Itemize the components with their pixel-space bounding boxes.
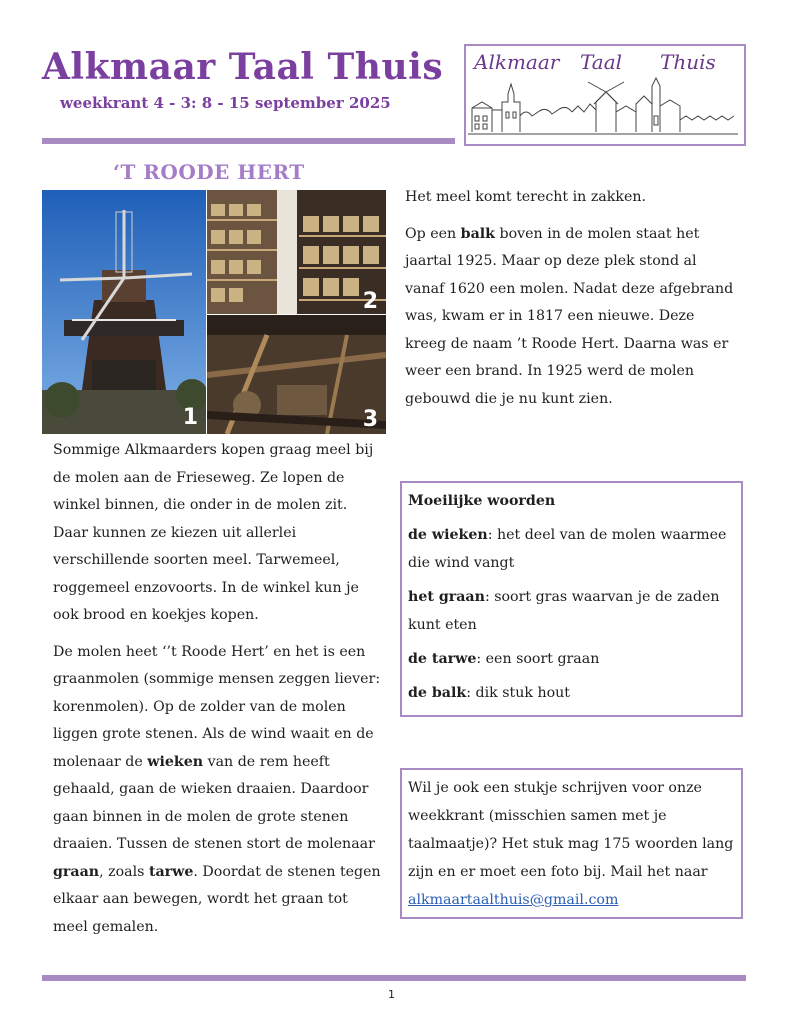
logo-word-2: Taal — [580, 50, 623, 74]
keyword-wieken: wieken — [147, 753, 204, 770]
article-paragraph-3: Het meel komt terecht in zakken. — [405, 189, 647, 205]
photo-label-1: 1 — [182, 405, 198, 430]
glossary-item: de balk: dik stuk hout — [408, 685, 570, 701]
article-left-column — [53, 437, 383, 950]
photo-label-2: 2 — [362, 289, 378, 314]
article-paragraph-1: Sommige Alkmaarders kopen graag meel bij de molen aan de Frieseweg. Ze lopen de winkel binnen, die onder in de molen zit. Daar kunnen ze kiezen uit allerlei verschillende soorten meel. Tarwemeel, roggemeel enzovoorts. In de winkel kun je ook brood en koekjes kopen. — [53, 442, 374, 623]
interior-image — [207, 315, 386, 434]
article-paragraph-4: Op een balk boven in de molen staat het jaartal 1925. Maar op deze plek stond al vanaf 1620 een molen. Nadat deze afgebrand was, kwam er in 1817 een nieuwe. Deze kreeg de naam ’t Roode Hert. Daarna was er weer een brand. In 1925 werd de molen gebouwd die je nu kunt zien. — [405, 225, 734, 407]
logo — [464, 44, 746, 146]
article-title: ‘T ROODE HERT — [113, 160, 305, 184]
photo-label-3: 3 — [362, 407, 378, 432]
top-rule — [42, 138, 455, 144]
article-paragraph-2: De molen heet ‘’t Roode Hert’ en het is een graanmolen (sommige mensen zeggen liever: korenmolen). Op de zolder van de molen liggen grote stenen. Als de wind waait en de molenaar de wieken van de rem heeft gehaald, gaan de wieken draaien. Daardoor gaan binnen in de molen de grote stenen draaien. Tussen de stenen stort de molenaar graan, zoals tarwe. Doordat de stenen tegen elkaar aan bewegen, wordt het graan tot meel gemalen. — [53, 643, 381, 935]
windmill-image — [42, 190, 206, 434]
bottom-rule — [42, 975, 746, 981]
glossary-box — [400, 481, 743, 717]
keyword-tarwe: tarwe — [148, 863, 194, 880]
shop-shelves-photo — [207, 190, 386, 314]
glossary-item: het graan: soort gras waarvan je de zaden kunt eten — [408, 589, 720, 633]
article-right-column — [405, 184, 740, 422]
skyline-drawing — [466, 46, 740, 140]
logo-word-1: Alkmaar — [474, 50, 560, 74]
email-link[interactable]: alkmaartaalthuis@gmail.com — [408, 892, 619, 908]
page-number: 1 — [388, 988, 395, 1001]
newsletter-title: Alkmaar Taal Thuis — [42, 46, 444, 88]
shelves-image — [207, 190, 386, 314]
issue-subtitle: weekkrant 4 - 3: 8 - 15 september 2025 — [60, 94, 391, 112]
glossary-title: Moeilijke woorden — [408, 493, 556, 509]
mill-interior-photo — [207, 315, 386, 434]
keyword-balk: balk — [460, 225, 496, 242]
keyword-graan: graan — [53, 863, 100, 880]
callout-text: Wil je ook een stukje schrijven voor onze weekkrant (misschien samen met je taalmaatje)? Het stuk mag 175 woorden lang zijn en er moet een foto bij. Mail het naar alkmaartaalthuis@gmail.com — [408, 780, 734, 908]
glossary-item: de tarwe: een soort graan — [408, 651, 600, 667]
submission-callout — [400, 768, 743, 919]
windmill-photo — [42, 190, 206, 434]
glossary-item: de wieken: het deel van de molen waarmee die wind vangt — [408, 527, 727, 571]
logo-word-3: Thuis — [660, 50, 716, 74]
